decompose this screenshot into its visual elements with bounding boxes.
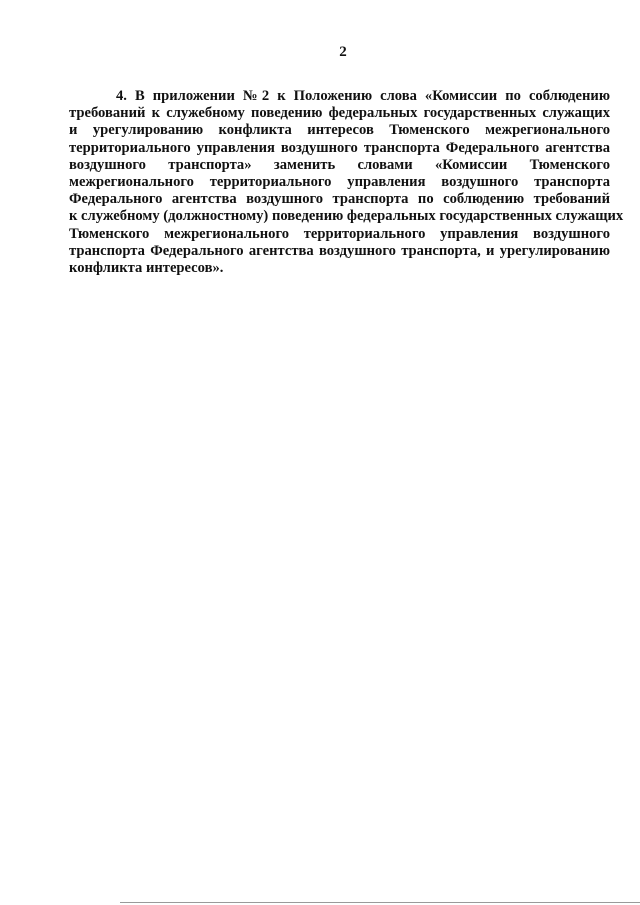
paragraph-line: Федерального агентства воздушного транспорта по соблюдению требований (69, 191, 610, 208)
amendment-paragraph (69, 88, 624, 277)
paragraph-line: территориального управления воздушного транспорта Федерального агентства (69, 139, 610, 156)
paragraph-line: требований к служебному поведению федеральных государственных служащих (69, 105, 610, 122)
paragraph-line: конфликта интересов». (69, 259, 224, 276)
scan-edge-divider (120, 902, 640, 903)
paragraph-line: и урегулированию конфликта интересов Тюменского межрегионального (69, 122, 610, 139)
paragraph-line: к служебному (должностному) поведению федеральных государственных служащих (69, 208, 624, 225)
paragraph-line: транспорта Федерального агентства воздушного транспорта, и урегулированию (69, 242, 610, 259)
paragraph-line: 4. В приложении №2 к Положению слова «Комиссии по соблюдению (116, 88, 610, 104)
paragraph-line: воздушного транспорта» заменить словами «Комиссии Тюменского (69, 156, 610, 173)
paragraph-line: межрегионального территориального управления воздушного транспорта (69, 173, 610, 190)
paragraph-line: Тюменского межрегионального территориального управления воздушного (69, 225, 610, 242)
page-number: 2 (339, 44, 347, 60)
